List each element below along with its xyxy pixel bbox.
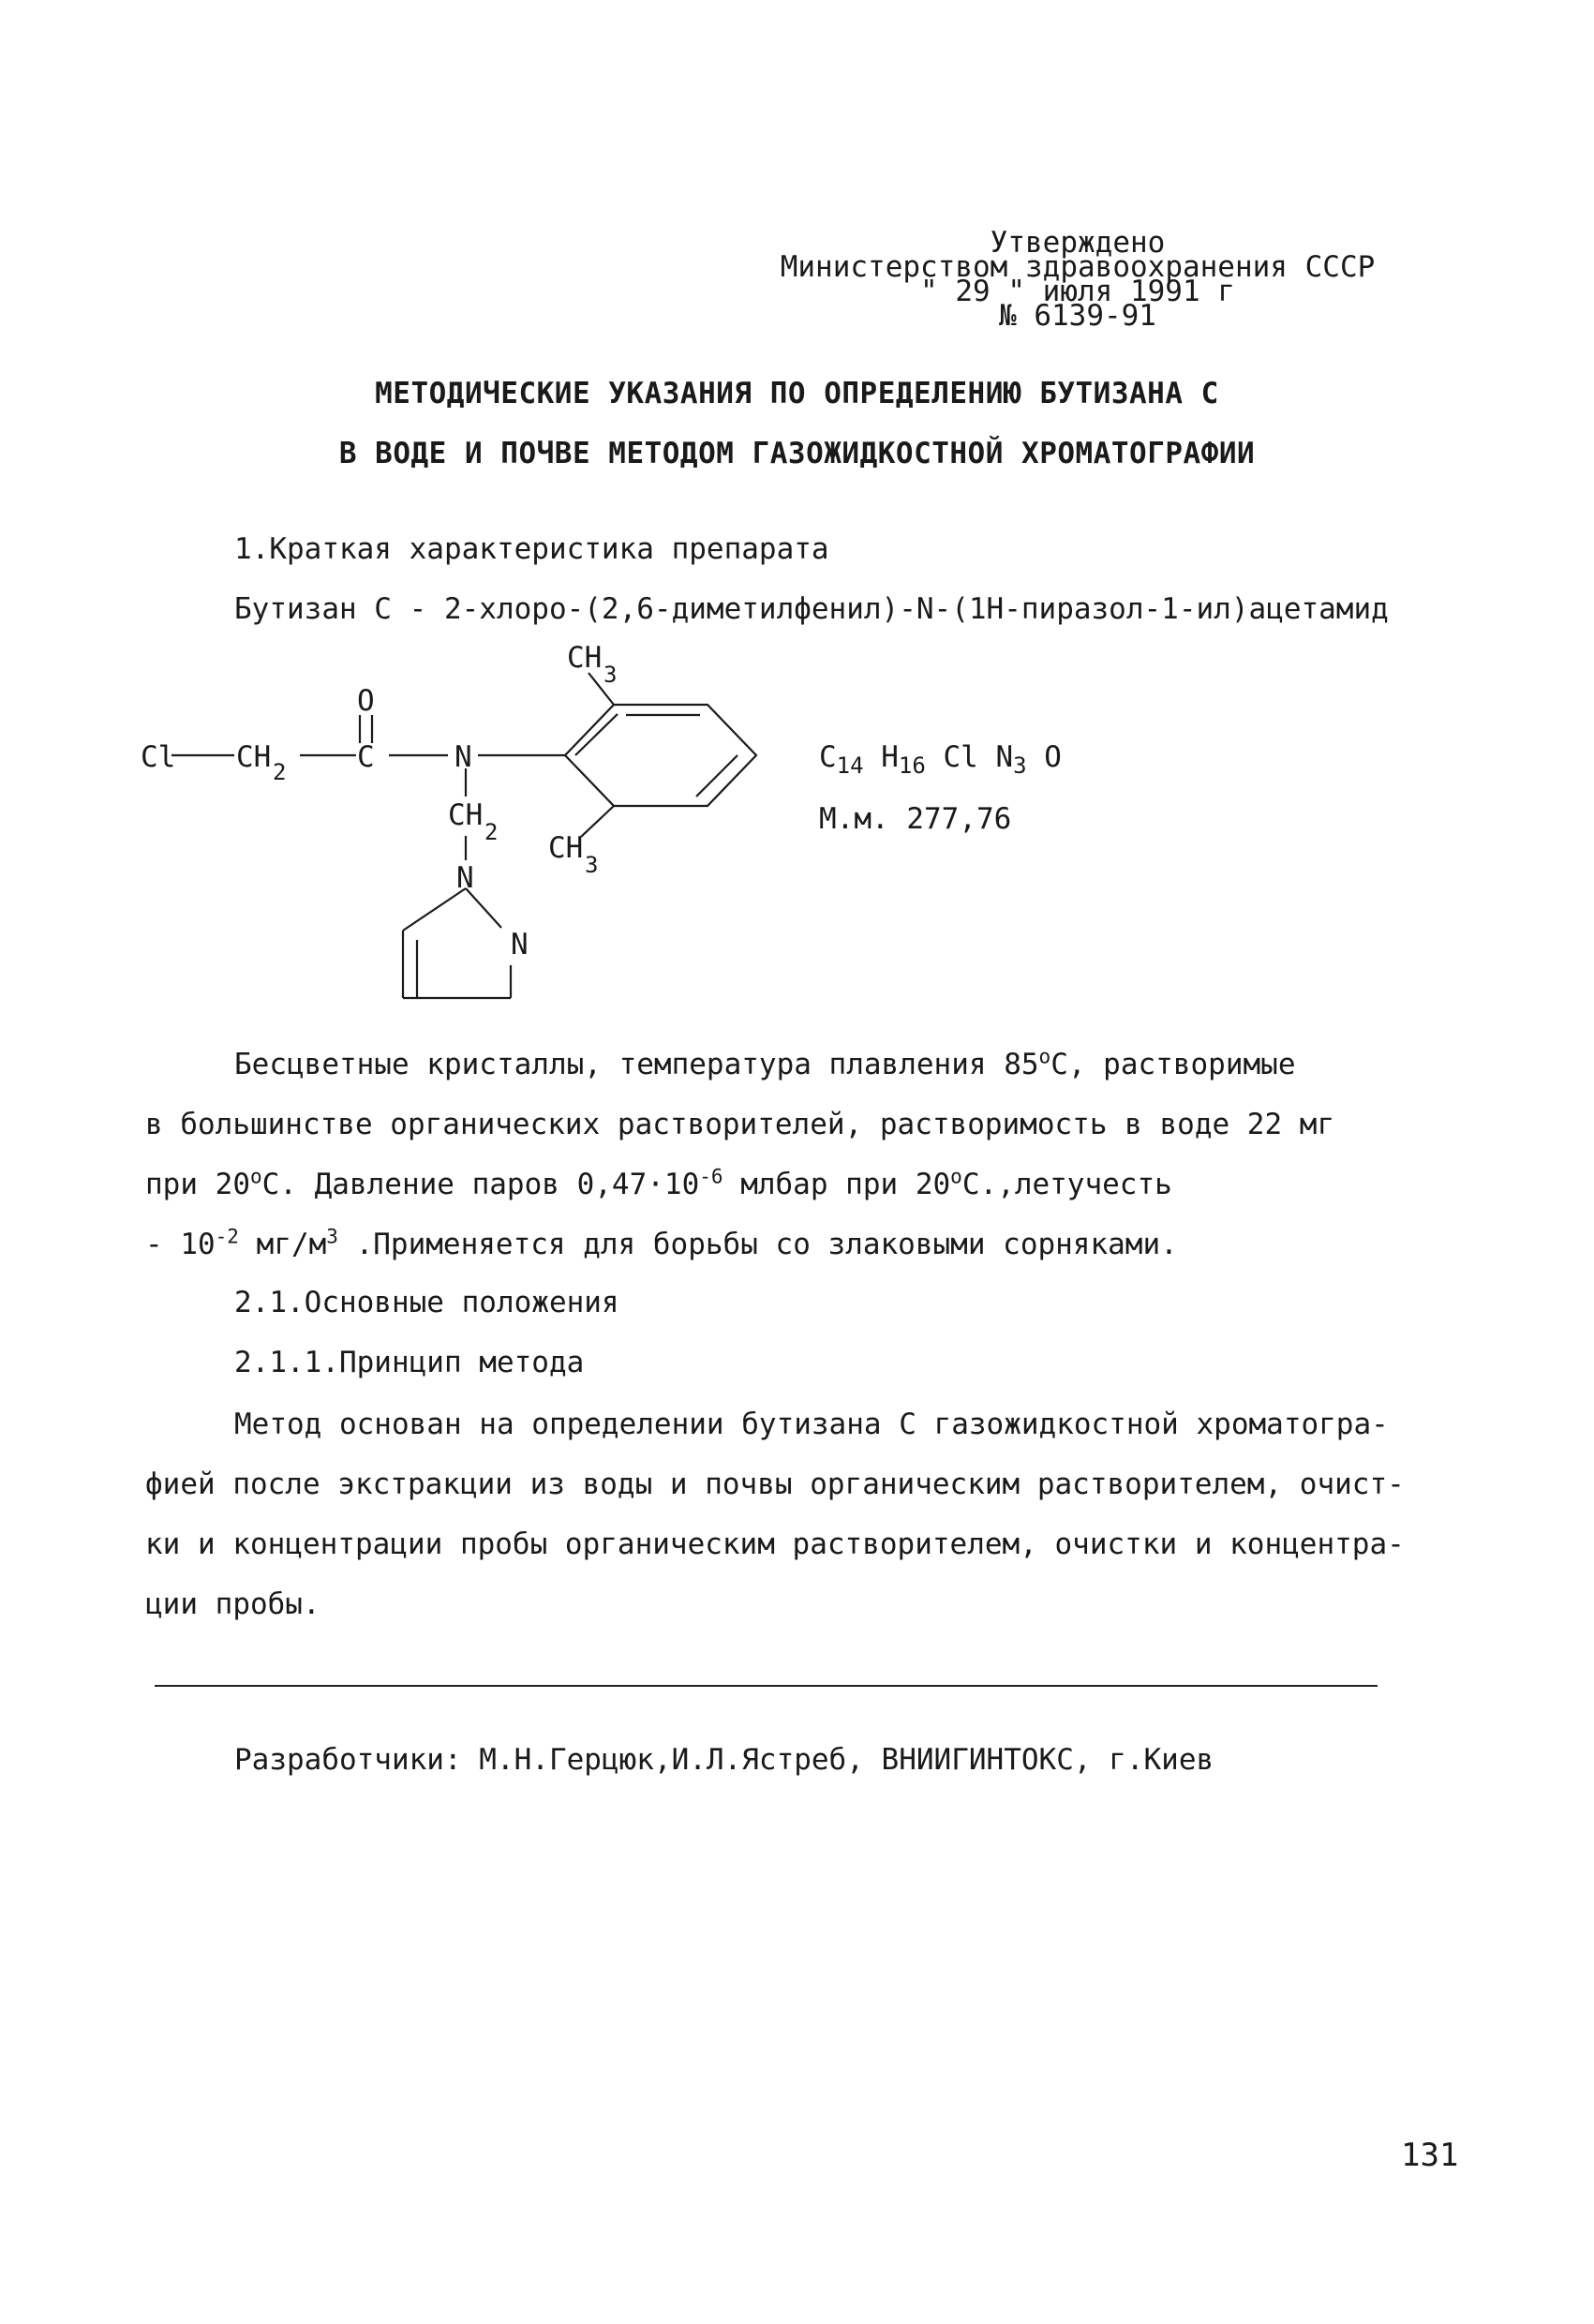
- approval-line-date: " 29 " июля 1991 г: [920, 275, 1235, 308]
- formula-n: N: [995, 740, 1014, 774]
- atom-pyrazole-n2: N: [511, 928, 529, 961]
- atom-amide-n: N: [454, 740, 472, 774]
- formula-o: O: [1044, 740, 1062, 774]
- developers-footnote: Разработчики: М.Н.Герцюк,И.Л.Ястреб, ВНИИГИНТОКС, г.Киев: [234, 1743, 1214, 1777]
- atom-carbonyl-c: C: [357, 740, 375, 774]
- compound-name: Бутизан С - 2-хлоро-(2,6-диметилфенил)-N-(1Н-пиразол-1-ил)ацетамид: [234, 592, 1389, 626]
- atom-ch2-left: CH: [236, 740, 272, 774]
- approval-line-ministry: Министерством здравоохранения СССР: [780, 250, 1376, 284]
- footnote-divider: [155, 1685, 1378, 1687]
- approval-line-number: № 6139-91: [999, 299, 1156, 333]
- atom-ch3-top-subscript: 3: [603, 662, 618, 688]
- page-number: 131: [1401, 2137, 1459, 2174]
- atom-ch3-bottom-subscript: 3: [585, 852, 599, 878]
- section-2-1-heading: 2.1.Основные положения: [234, 1286, 619, 1319]
- document-title-line-2: В ВОДЕ И ПОЧВЕ МЕТОДОМ ГАЗОЖИДКОСТНОЙ ХРОМАТОГРАФИИ: [338, 437, 1256, 470]
- molecular-formula: [819, 740, 1062, 780]
- atom-cl: Cl: [141, 740, 176, 774]
- formula-c-count: 14: [836, 752, 864, 780]
- section-2-1-1-heading: 2.1.1.Принцип метода: [234, 1346, 585, 1379]
- properties-paragraph: Бесцветные кристаллы, температура плавления $85^оС$, растворимые в большинстве органических растворителей, растворимость в воде 22 мг при $20^оС$. Давление паров $0,47\cdot 10^{-6}$ млбар при $20^оС.,летучесть$ - $10^{-2}$ $мг/м^3$ .Применяется для борьбы со злаковыми сорняками.: [145, 1045, 1335, 1261]
- atom-ch2-left-subscript: 2: [273, 759, 287, 785]
- formula-c: C: [819, 740, 837, 774]
- approval-line-approved: Утверждено: [990, 226, 1166, 260]
- atom-pyrazole-n1: N: [456, 861, 474, 895]
- method-paragraph: Метод основан на определении бутизана С газожидкостной хроматогра- фией после экстракции из воды и почвы органическим растворителем, очист- ки и концентрации пробы органическим растворителем, очистки и концентра- ции пробы.: [145, 1408, 1405, 1621]
- atom-carbonyl-o: O: [357, 684, 375, 718]
- formula-h-count: 16: [898, 752, 926, 780]
- section-1-heading: 1.Краткая характеристика препарата: [234, 532, 829, 566]
- formula-n-count: 3: [1013, 752, 1027, 780]
- atom-ch2-down-subscript: 2: [484, 819, 499, 845]
- atom-ch3-bottom: CH: [548, 831, 584, 865]
- structural-formula: [0, 0, 1594, 1050]
- atom-ch3-top: CH: [567, 641, 603, 675]
- formula-cl: Cl: [943, 740, 978, 774]
- molecular-weight: М.м. 277,76: [819, 802, 1012, 836]
- document-title-line-1: МЕТОДИЧЕСКИЕ УКАЗАНИЯ ПО ОПРЕДЕЛЕНИЮ БУТИЗАНА С: [375, 377, 1219, 410]
- atom-ch2-down: CH: [448, 798, 484, 832]
- formula-h: H: [881, 740, 899, 774]
